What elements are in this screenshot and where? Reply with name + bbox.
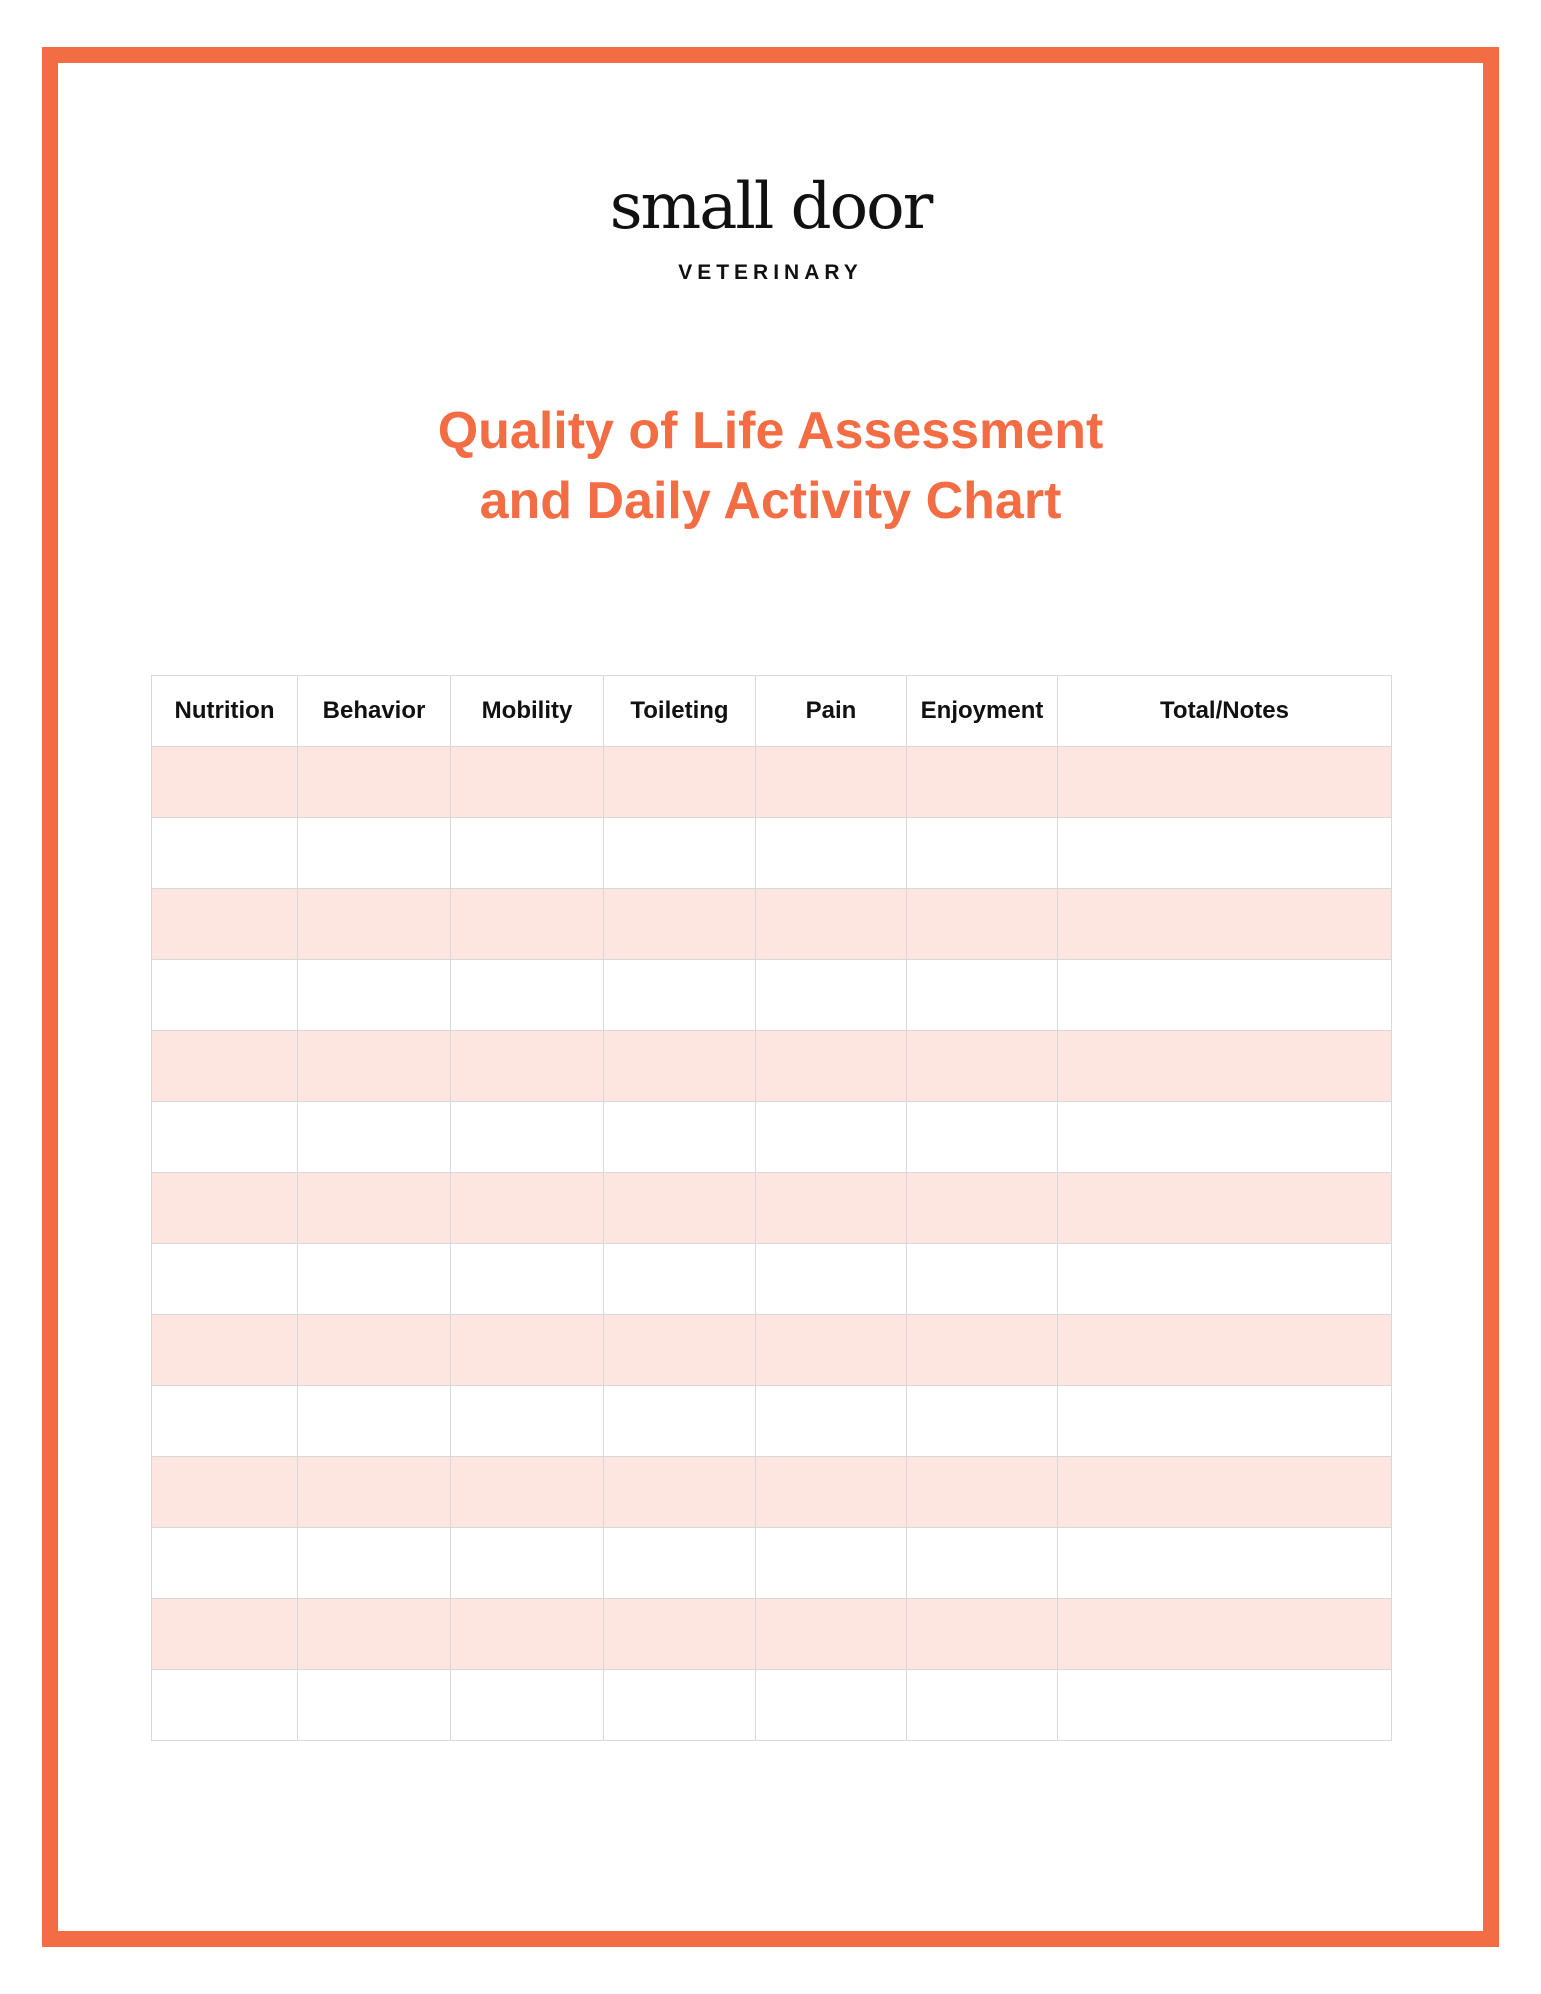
table-row <box>152 1386 1392 1457</box>
table-cell <box>1058 1102 1392 1173</box>
table-row <box>152 1244 1392 1315</box>
table-cell <box>451 1031 604 1102</box>
table-cell <box>756 1244 907 1315</box>
table-cell <box>907 1528 1058 1599</box>
column-header-nutrition: Nutrition <box>152 676 298 747</box>
table-cell <box>451 1599 604 1670</box>
table-cell <box>451 960 604 1031</box>
table-cell <box>756 889 907 960</box>
table-cell <box>451 1670 604 1741</box>
table-cell <box>152 1599 298 1670</box>
table-cell <box>451 1386 604 1457</box>
table-row <box>152 1173 1392 1244</box>
table-cell <box>152 1386 298 1457</box>
title-line-1: Quality of Life Assessment <box>437 402 1104 460</box>
table-row <box>152 889 1392 960</box>
table-cell <box>604 1244 756 1315</box>
table-cell <box>907 747 1058 818</box>
column-header-total-notes: Total/Notes <box>1058 676 1392 747</box>
table-cell <box>1058 818 1392 889</box>
table-row <box>152 1670 1392 1741</box>
table-cell <box>1058 889 1392 960</box>
table-cell <box>756 1599 907 1670</box>
table-row <box>152 1315 1392 1386</box>
table-cell <box>604 960 756 1031</box>
table-cell <box>604 1315 756 1386</box>
header-row <box>152 676 1392 747</box>
table-cell <box>756 1457 907 1528</box>
table-cell <box>604 1670 756 1741</box>
table-cell <box>298 1102 451 1173</box>
table-cell <box>451 747 604 818</box>
table-cell <box>756 1102 907 1173</box>
table-cell <box>298 1031 451 1102</box>
table-cell <box>1058 747 1392 818</box>
table-row <box>152 1457 1392 1528</box>
table-cell <box>298 1244 451 1315</box>
table-cell <box>451 1457 604 1528</box>
table-cell <box>298 960 451 1031</box>
table-cell <box>451 818 604 889</box>
table-cell <box>907 1244 1058 1315</box>
table-cell <box>298 1528 451 1599</box>
table-cell <box>604 889 756 960</box>
table-cell <box>1058 1599 1392 1670</box>
table-cell <box>451 1102 604 1173</box>
table-cell <box>604 747 756 818</box>
table-cell <box>451 1244 604 1315</box>
column-header-pain: Pain <box>756 676 907 747</box>
table-row <box>152 747 1392 818</box>
title-line-2: and Daily Activity Chart <box>479 472 1062 530</box>
table-cell <box>907 818 1058 889</box>
table-row <box>152 1102 1392 1173</box>
table-cell <box>604 818 756 889</box>
table-cell <box>1058 1528 1392 1599</box>
table-cell <box>152 818 298 889</box>
table-cell <box>907 1386 1058 1457</box>
table-cell <box>756 1528 907 1599</box>
table-cell <box>604 1457 756 1528</box>
table-cell <box>152 1173 298 1244</box>
table-cell <box>907 1315 1058 1386</box>
activity-chart-table <box>151 675 1392 1741</box>
table-cell <box>152 1102 298 1173</box>
table-cell <box>298 818 451 889</box>
table-cell <box>907 1031 1058 1102</box>
table-row <box>152 818 1392 889</box>
table-cell <box>604 1599 756 1670</box>
table-cell <box>152 1244 298 1315</box>
table-cell <box>451 1173 604 1244</box>
table-cell <box>298 1315 451 1386</box>
table-cell <box>907 1457 1058 1528</box>
table-cell <box>152 747 298 818</box>
table-cell <box>907 889 1058 960</box>
table-cell <box>152 1457 298 1528</box>
column-header-toileting: Toileting <box>604 676 756 747</box>
page-title <box>0 396 1541 536</box>
table-cell <box>298 747 451 818</box>
column-header-mobility: Mobility <box>451 676 604 747</box>
table-cell <box>1058 1031 1392 1102</box>
table-cell <box>756 1670 907 1741</box>
table-cell <box>1058 1244 1392 1315</box>
table-cell <box>298 889 451 960</box>
table-cell <box>152 1528 298 1599</box>
table-cell <box>907 960 1058 1031</box>
table-cell <box>1058 960 1392 1031</box>
table-cell <box>756 1031 907 1102</box>
table-cell <box>604 1528 756 1599</box>
table-row <box>152 960 1392 1031</box>
table-cell <box>907 1599 1058 1670</box>
table-cell <box>451 1315 604 1386</box>
table-cell <box>1058 1315 1392 1386</box>
table-cell <box>1058 1670 1392 1741</box>
table-cell <box>604 1102 756 1173</box>
table-cell <box>298 1173 451 1244</box>
column-header-enjoyment: Enjoyment <box>907 676 1058 747</box>
logo <box>0 170 1541 285</box>
table-cell <box>152 889 298 960</box>
table-row <box>152 1528 1392 1599</box>
table-cell <box>907 1670 1058 1741</box>
chart-body <box>152 747 1392 1741</box>
table-row <box>152 1599 1392 1670</box>
table-cell <box>756 1173 907 1244</box>
table-cell <box>756 1315 907 1386</box>
table-cell <box>152 1315 298 1386</box>
table-cell <box>907 1173 1058 1244</box>
table-cell <box>604 1386 756 1457</box>
table-cell <box>756 747 907 818</box>
table-cell <box>907 1102 1058 1173</box>
table-cell <box>1058 1173 1392 1244</box>
logo-subtitle: VETERINARY <box>678 261 863 284</box>
column-header-behavior: Behavior <box>298 676 451 747</box>
table-cell <box>756 818 907 889</box>
table-cell <box>1058 1457 1392 1528</box>
table-cell <box>1058 1386 1392 1457</box>
table-row <box>152 1031 1392 1102</box>
logo-wordmark: small door <box>609 170 932 244</box>
table-cell <box>756 1386 907 1457</box>
table-cell <box>604 1173 756 1244</box>
table-cell <box>298 1599 451 1670</box>
table-cell <box>604 1031 756 1102</box>
table-cell <box>298 1670 451 1741</box>
table-cell <box>451 1528 604 1599</box>
table-cell <box>298 1386 451 1457</box>
table-cell <box>298 1457 451 1528</box>
table-cell <box>756 960 907 1031</box>
table-cell <box>451 889 604 960</box>
table-cell <box>152 1670 298 1741</box>
table-cell <box>152 960 298 1031</box>
table-cell <box>152 1031 298 1102</box>
